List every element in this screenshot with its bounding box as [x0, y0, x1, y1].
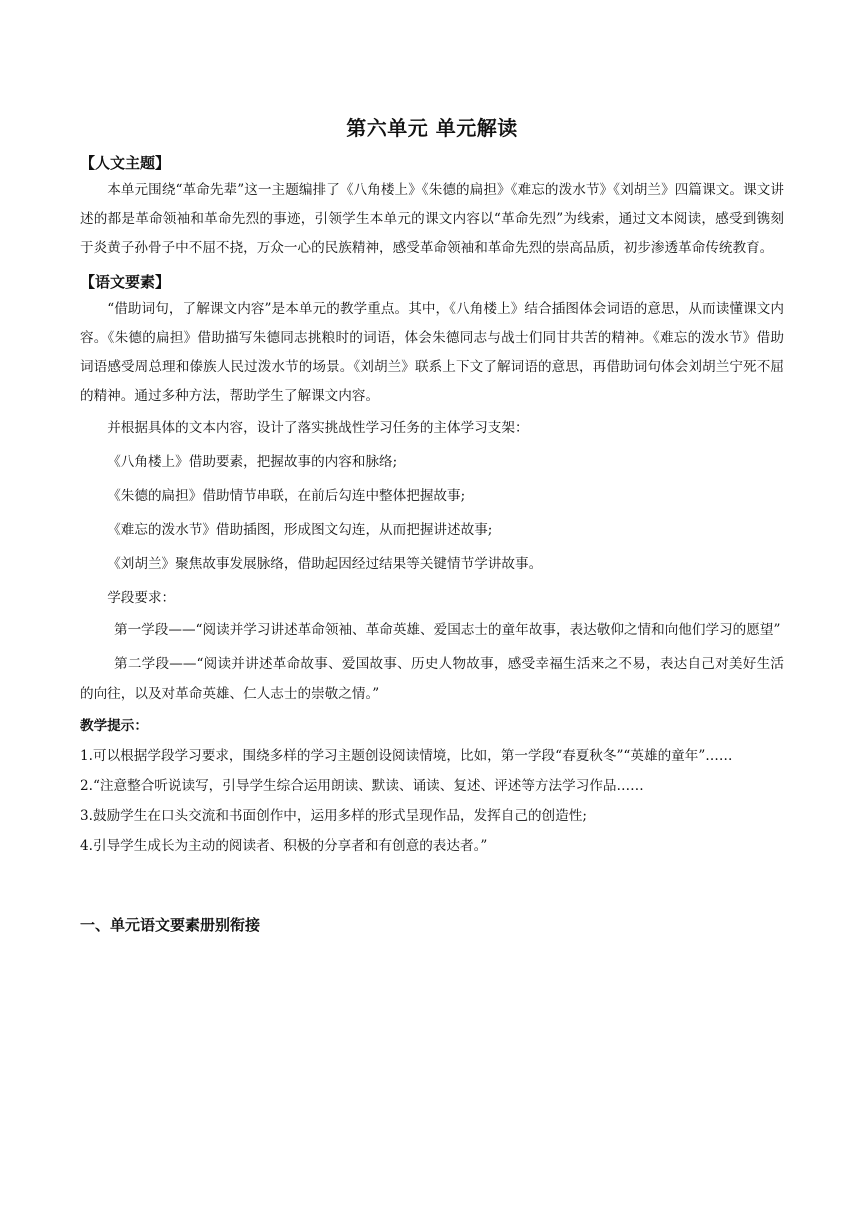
tip-item: 1.可以根据学段学习要求，围绕多样的学习主题创设阅读情境，比如，第一学段“春夏秋冬”“英雄的童年”……: [80, 748, 733, 764]
task-item: 《难忘的泼水节》借助插图，形成图文勾连，从而把握讲述故事;: [107, 522, 493, 538]
tip-item: 3.鼓励学生在口头交流和书面创作中，运用多样的形式呈现作品，发挥自己的创造性;: [80, 808, 587, 824]
stage-two-text: 第二学段——“阅读并讲述革命故事、爱国故事、历史人物故事，感受幸福生活来之不易，表达自己对美好生活的向往，以及对革命英雄、仁人志士的崇敬之情。”: [80, 656, 784, 702]
task-item: 《刘胡兰》聚焦故事发展脉络，借助起因经过结果等关键情节学讲故事。: [107, 556, 543, 572]
tip-item: 4.引导学生成长为主动的阅读者、积极的分享者和有创意的表达者。”: [80, 838, 488, 854]
section-one-heading: 一、单元语文要素册别衔接: [80, 916, 261, 934]
page-title: 第六单元 单元解读: [346, 116, 518, 140]
document-body: [80, 112, 784, 939]
language-intro: 并根据具体的文本内容，设计了落实挑战性学习任务的主体学习支架：: [107, 420, 529, 436]
stage-label: 学段要求：: [107, 590, 176, 606]
tip-item: 2.“注意整合听说读写，引导学生综合运用朗读、默读、诵读、复述、评述等方法学习作品……: [80, 778, 644, 794]
humanities-paragraph: 本单元围绕“革命先辈”这一主题编排了《八角楼上》《朱德的扁担》《难忘的泼水节》《刘胡兰》四篇课文。课文讲述的都是革命领袖和革命先烈的事迹，引领学生本单元的课文内容以“革命先烈”为线索，通过文本阅读，感受到镌刻于炎黄子孙骨子中不屈不挠，万众一心的民族精神，感受革命领袖和革命先烈的崇高品质，初步渗透革命传统教育。: [80, 182, 784, 256]
task-item: 《朱德的扁担》借助情节串联，在前后勾连中整体把握故事;: [107, 488, 466, 504]
language-heading: 【语文要素】: [80, 273, 171, 291]
language-paragraph: “借助词句，了解课文内容”是本单元的教学重点。其中，《八角楼上》结合插图体会词语的意思，从而读懂课文内容。《朱德的扁担》借助描写朱德同志挑粮时的词语，体会朱德同志与战士们同甘共苦的精神。《难忘的泼水节》借助词语感受周总理和傣族人民过泼水节的场景。《刘胡兰》联系上下文了解词语的意思，再借助词句体会刘胡兰宁死不屈的精神。通过多种方法，帮助学生了解课文内容。: [80, 301, 784, 404]
task-item: 《八角楼上》借助要素，把握故事的内容和脉络;: [107, 454, 398, 470]
tips-heading: 教学提示：: [80, 718, 148, 734]
humanities-heading: 【人文主题】: [80, 154, 171, 172]
stage-one-text: 第一学段——“阅读并学习讲述革命领袖、革命英雄、爱国志士的童年故事，表达敬仰之情和向他们学习的愿望”: [114, 622, 781, 638]
